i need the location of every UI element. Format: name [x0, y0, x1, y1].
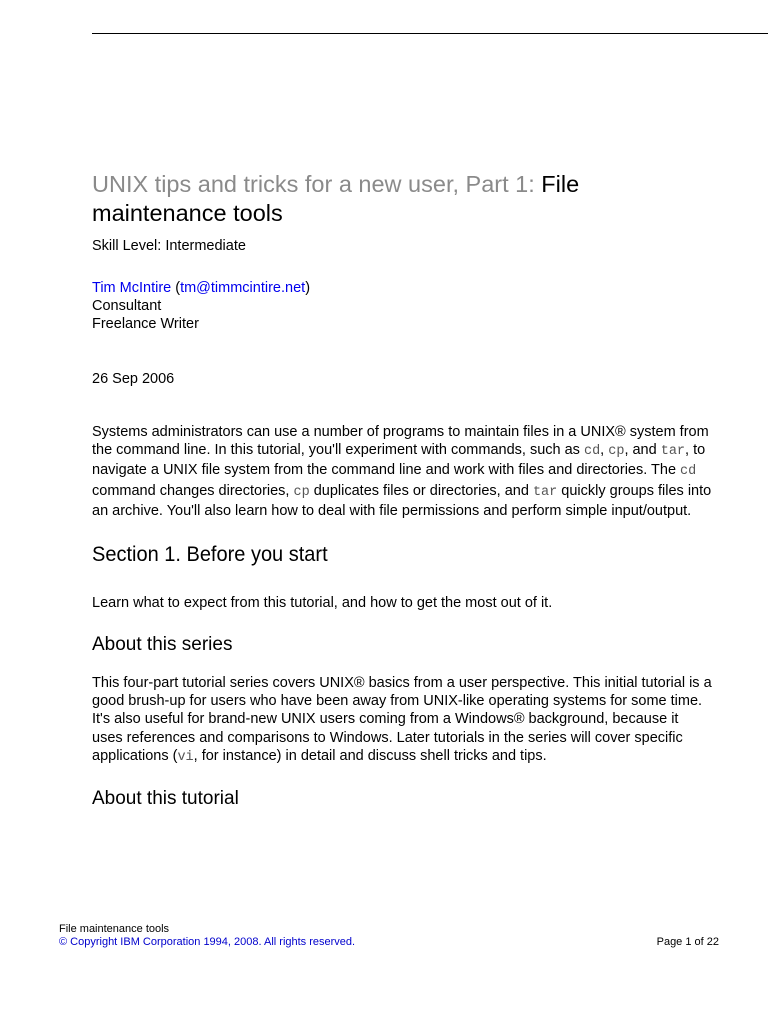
- page-footer: [59, 923, 719, 949]
- author-role-consultant: Consultant: [92, 298, 162, 314]
- code-cp: cp: [293, 484, 310, 500]
- abstract: [92, 423, 712, 520]
- footer-doc-title: File maintenance tools: [59, 923, 170, 935]
- code-cd: cd: [680, 464, 697, 480]
- series-paragraph: [92, 674, 712, 767]
- author-line: [92, 279, 712, 297]
- abstract-text: , to navigate a UNIX file system from the command line and work with files and directories. The: [92, 442, 706, 479]
- footer-page-number: Page 1 of 22: [656, 936, 719, 948]
- section-intro: Learn what to expect from this tutorial, and how to get the most out of it.: [92, 595, 553, 612]
- abstract-text: quickly groups files into an archive. You'll also learn how to deal with file permissions and perform simple input/output.: [92, 482, 712, 519]
- abstract-text: ,: [600, 442, 609, 459]
- title-topic: File maintenance tools: [92, 171, 580, 226]
- author-name-link[interactable]: Tim McIntire: [92, 280, 172, 296]
- subheading-tutorial: About this tutorial: [92, 788, 239, 810]
- section-heading: Section 1. Before you start: [92, 542, 328, 567]
- author-close-paren: ): [305, 280, 311, 296]
- series-text: , for instance) in detail and discuss shell tricks and tips.: [193, 747, 547, 764]
- author-block: [92, 279, 712, 333]
- header-rule: [92, 33, 768, 34]
- skill-level: Skill Level: Intermediate: [92, 238, 246, 254]
- code-vi: vi: [177, 749, 194, 765]
- code-tar: tar: [660, 444, 686, 460]
- abstract-text: Systems administrators can use a number of programs to maintain files in a UNIX® system from the command line. In this tutorial, you'll experiment with commands, such as: [92, 424, 709, 459]
- abstract-text: , and: [624, 442, 661, 459]
- document-title: [92, 170, 712, 228]
- author-open-paren: (: [171, 280, 181, 296]
- page-content: [92, 170, 712, 811]
- series-text: This four-part tutorial series covers UNIX® basics from a user perspective. This initial tutorial is a good brush-up for users who have been away from UNIX-like operating systems for some time. It's also useful for brand-new UNIX users coming from a Windows® background, because it uses references and comparisons to Windows. Later tutorials in the series will cover specific applications (: [92, 675, 712, 764]
- author-role-writer: Freelance Writer: [92, 316, 199, 332]
- publish-date: 26 Sep 2006: [92, 371, 175, 387]
- title-series: UNIX tips and tricks for a new user, Part 1:: [92, 171, 542, 197]
- abstract-text: command changes directories,: [92, 482, 294, 499]
- footer-copyright-link[interactable]: © Copyright IBM Corporation 1994, 2008. All rights reserved.: [59, 936, 356, 948]
- abstract-text: duplicates files or directories, and: [309, 482, 533, 499]
- code-cd: cd: [583, 444, 601, 460]
- code-tar: tar: [532, 484, 558, 500]
- code-cp: cp: [608, 444, 625, 460]
- author-email-link[interactable]: tm@timmcintire.net: [180, 280, 306, 296]
- subheading-series: About this series: [92, 634, 233, 656]
